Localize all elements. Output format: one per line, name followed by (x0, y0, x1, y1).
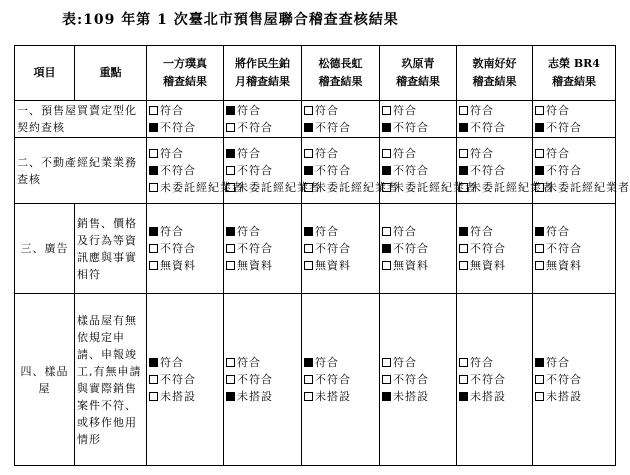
checked-box-icon (535, 358, 544, 367)
result-option (382, 145, 454, 162)
unchecked-box-icon (535, 149, 544, 158)
option-label: 不符合 (470, 242, 506, 255)
option-label: 符合 (237, 147, 261, 160)
header-team-subtitle: 稽查結果 (163, 75, 207, 88)
unchecked-box-icon (226, 244, 235, 253)
unchecked-box-icon (304, 392, 313, 401)
unchecked-box-icon (535, 392, 544, 401)
result-cell (533, 138, 630, 204)
result-option (459, 388, 530, 405)
checked-box-icon (304, 358, 313, 367)
option-label: 不符合 (546, 121, 582, 134)
unchecked-box-icon (535, 106, 544, 115)
result-option (149, 179, 244, 196)
unchecked-box-icon (149, 244, 158, 253)
option-label: 符合 (393, 225, 417, 238)
checked-box-icon (459, 392, 468, 401)
result-option (459, 371, 530, 388)
option-label: 符合 (160, 147, 184, 160)
result-option (459, 102, 530, 119)
result-option (382, 162, 454, 179)
option-label: 符合 (546, 104, 570, 117)
option-label: 不符合 (546, 242, 582, 255)
result-option (382, 102, 454, 119)
result-option (459, 162, 530, 179)
unchecked-box-icon (382, 227, 391, 236)
result-option (304, 179, 399, 196)
result-option (459, 145, 530, 162)
unchecked-box-icon (226, 183, 235, 192)
result-option (226, 371, 299, 388)
unchecked-box-icon (149, 149, 158, 158)
result-option (535, 179, 630, 196)
checked-box-icon (226, 392, 235, 401)
option-label: 不符合 (315, 242, 351, 255)
option-label: 未委託經紀業者 (546, 181, 630, 194)
unchecked-box-icon (459, 149, 468, 158)
unchecked-box-icon (226, 166, 235, 175)
result-cell (380, 101, 457, 138)
option-label: 不符合 (160, 121, 196, 134)
option-label: 無資料 (237, 259, 273, 272)
option-label: 不符合 (470, 373, 506, 386)
unchecked-box-icon (149, 392, 158, 401)
unchecked-box-icon (382, 358, 391, 367)
result-option (304, 145, 377, 162)
header-focus: 重點 (75, 46, 147, 101)
result-option (304, 162, 377, 179)
table-row (15, 204, 616, 294)
result-cell (224, 204, 302, 294)
option-label: 未委託經紀業者 (393, 181, 477, 194)
result-cell (457, 204, 533, 294)
checked-box-icon (459, 166, 468, 175)
result-option (459, 354, 530, 371)
header-team-subtitle: 稽查結果 (396, 75, 440, 88)
option-label: 不符合 (546, 373, 582, 386)
result-cell (302, 138, 399, 204)
result-option (149, 354, 221, 371)
result-option (149, 371, 221, 388)
result-option (535, 240, 613, 257)
option-label: 不符合 (237, 373, 273, 386)
checked-box-icon (535, 166, 544, 175)
result-option (535, 257, 613, 274)
result-option (304, 257, 377, 274)
unchecked-box-icon (304, 375, 313, 384)
header-team-name: 敦南好好 (472, 57, 517, 70)
result-option (535, 371, 613, 388)
result-cell (302, 204, 380, 294)
header-team-name: 將作民生鉑 (235, 57, 290, 70)
checked-box-icon (459, 227, 468, 236)
result-cell (457, 294, 533, 466)
option-label: 未搭設 (470, 390, 506, 403)
checked-box-icon (304, 227, 313, 236)
checked-box-icon (535, 227, 544, 236)
option-label: 未搭設 (237, 390, 273, 403)
result-option (149, 240, 221, 257)
header-item: 項目 (15, 46, 75, 101)
result-option (382, 179, 477, 196)
option-label: 符合 (160, 225, 184, 238)
result-cell (224, 101, 302, 138)
unchecked-box-icon (226, 375, 235, 384)
result-option (304, 371, 377, 388)
result-option (226, 145, 299, 162)
result-option (459, 223, 530, 240)
option-label: 不符合 (160, 164, 196, 177)
option-label: 符合 (546, 356, 570, 369)
result-option (459, 257, 530, 274)
unchecked-box-icon (382, 261, 391, 270)
unchecked-box-icon (535, 375, 544, 384)
result-cell (380, 294, 457, 466)
header-row (15, 46, 616, 101)
option-label: 不符合 (470, 121, 506, 134)
result-option (226, 119, 299, 136)
option-label: 不符合 (546, 164, 582, 177)
checked-box-icon (149, 227, 158, 236)
result-option (382, 354, 454, 371)
checked-box-icon (382, 123, 391, 132)
unchecked-box-icon (304, 149, 313, 158)
result-option (535, 388, 613, 405)
option-label: 未搭設 (315, 390, 351, 403)
row-focus: 銷售、價格及行為等資訊應與事實相符 (75, 204, 147, 294)
result-cell (533, 101, 616, 138)
result-cell (147, 138, 244, 204)
result-option (149, 119, 221, 136)
unchecked-box-icon (304, 183, 313, 192)
result-option (226, 223, 299, 240)
unchecked-box-icon (382, 106, 391, 115)
unchecked-box-icon (149, 106, 158, 115)
table-row (15, 101, 616, 138)
unchecked-box-icon (459, 261, 468, 270)
unchecked-box-icon (382, 183, 391, 192)
option-label: 符合 (315, 356, 339, 369)
option-label: 不符合 (160, 373, 196, 386)
table-body (15, 101, 630, 466)
option-label: 不符合 (393, 164, 429, 177)
checked-box-icon (226, 106, 235, 115)
option-label: 不符合 (160, 242, 196, 255)
result-option (226, 354, 299, 371)
row-focus: 樣品屋有無依規定申請、申報竣工,有無申請與實際銷售案件不符、或移作他用情形 (75, 294, 147, 466)
result-cell (457, 138, 554, 204)
header-team-1 (224, 46, 302, 101)
unchecked-box-icon (226, 358, 235, 367)
result-cell (380, 204, 457, 294)
unchecked-box-icon (459, 244, 468, 253)
unchecked-box-icon (535, 261, 544, 270)
unchecked-box-icon (459, 183, 468, 192)
result-option (304, 102, 377, 119)
option-label: 符合 (315, 104, 339, 117)
header-team-3 (380, 46, 457, 101)
header-team-0 (147, 46, 224, 101)
option-label: 未搭設 (393, 390, 429, 403)
option-label: 未委託經紀業者 (470, 181, 554, 194)
result-option (304, 240, 377, 257)
header-team-name: 松德長虹 (318, 57, 363, 70)
result-cell (147, 204, 224, 294)
result-option (535, 119, 613, 136)
result-cell (224, 138, 321, 204)
result-option (149, 145, 221, 162)
option-label: 無資料 (546, 259, 582, 272)
result-option (535, 223, 613, 240)
row-category: 四、樣品屋 (15, 294, 75, 466)
unchecked-box-icon (149, 375, 158, 384)
unchecked-box-icon (304, 261, 313, 270)
unchecked-box-icon (459, 106, 468, 115)
checked-box-icon (459, 123, 468, 132)
unchecked-box-icon (535, 244, 544, 253)
option-label: 符合 (546, 147, 570, 160)
option-label: 符合 (470, 225, 494, 238)
header-team-name: 玖原青 (401, 57, 435, 70)
unchecked-box-icon (535, 183, 544, 192)
result-option (459, 119, 530, 136)
unchecked-box-icon (149, 183, 158, 192)
result-cell (533, 294, 616, 466)
option-label: 未搭設 (160, 390, 196, 403)
result-cell (533, 204, 616, 294)
checked-box-icon (304, 166, 313, 175)
checked-box-icon (304, 123, 313, 132)
result-option (382, 257, 454, 274)
option-label: 不符合 (393, 121, 429, 134)
option-label: 符合 (393, 104, 417, 117)
result-option (149, 162, 221, 179)
option-label: 不符合 (393, 242, 429, 255)
option-label: 符合 (237, 225, 261, 238)
result-option (149, 388, 221, 405)
option-label: 無資料 (470, 259, 506, 272)
checked-box-icon (149, 166, 158, 175)
unchecked-box-icon (226, 123, 235, 132)
result-option (535, 162, 613, 179)
result-option (226, 240, 299, 257)
checked-box-icon (226, 149, 235, 158)
checked-box-icon (149, 358, 158, 367)
option-label: 符合 (315, 225, 339, 238)
result-option (226, 388, 299, 405)
result-option (304, 223, 377, 240)
result-cell (302, 294, 380, 466)
option-label: 未搭設 (546, 390, 582, 403)
unchecked-box-icon (304, 106, 313, 115)
option-label: 符合 (470, 356, 494, 369)
row-category: 一、預售屋買賣定型化契約查核 (15, 101, 147, 138)
unchecked-box-icon (149, 261, 158, 270)
result-cell (147, 294, 224, 466)
option-label: 符合 (470, 104, 494, 117)
page-title: 表:109 年第 1 次臺北市預售屋聯合稽查查核結果 (62, 12, 399, 28)
option-label: 無資料 (315, 259, 351, 272)
option-label: 未委託經紀業者 (160, 181, 244, 194)
option-label: 符合 (237, 104, 261, 117)
option-label: 符合 (160, 356, 184, 369)
checked-box-icon (382, 392, 391, 401)
result-cell (224, 294, 302, 466)
unchecked-box-icon (226, 261, 235, 270)
result-option (304, 388, 377, 405)
checked-box-icon (535, 123, 544, 132)
option-label: 不符合 (315, 121, 351, 134)
result-option (459, 240, 530, 257)
result-option (226, 162, 299, 179)
result-option (226, 257, 299, 274)
header-team-subtitle: 稽查結果 (318, 75, 363, 88)
result-option (382, 119, 454, 136)
unchecked-box-icon (304, 244, 313, 253)
result-cell (457, 101, 533, 138)
result-option (149, 223, 221, 240)
option-label: 符合 (315, 147, 339, 160)
option-label: 符合 (237, 356, 261, 369)
option-label: 符合 (393, 147, 417, 160)
option-label: 未委託經紀業者 (315, 181, 399, 194)
header-team-2 (302, 46, 380, 101)
header-team-subtitle: 稽查結果 (472, 75, 517, 88)
option-label: 符合 (546, 225, 570, 238)
result-option (382, 240, 454, 257)
option-label: 符合 (393, 356, 417, 369)
header-team-4 (457, 46, 533, 101)
option-label: 不符合 (237, 164, 273, 177)
unchecked-box-icon (382, 375, 391, 384)
result-option (382, 388, 454, 405)
option-label: 不符合 (315, 164, 351, 177)
result-option (226, 179, 321, 196)
unchecked-box-icon (382, 149, 391, 158)
result-cell (380, 138, 477, 204)
result-option (535, 354, 613, 371)
option-label: 符合 (470, 147, 494, 160)
option-label: 不符合 (470, 164, 506, 177)
result-cell (147, 101, 224, 138)
header-team-5 (533, 46, 616, 101)
result-option (149, 257, 221, 274)
table-row (15, 294, 616, 466)
checked-box-icon (382, 244, 391, 253)
option-label: 不符合 (315, 373, 351, 386)
checked-box-icon (226, 227, 235, 236)
unchecked-box-icon (459, 375, 468, 384)
result-cell (302, 101, 380, 138)
result-option (149, 102, 221, 119)
result-option (535, 102, 613, 119)
result-option (382, 223, 454, 240)
header-team-subtitle: 月稽查結果 (235, 75, 290, 88)
unchecked-box-icon (459, 358, 468, 367)
result-option (304, 119, 377, 136)
table-row (15, 138, 616, 204)
row-category: 三、廣告 (15, 204, 75, 294)
option-label: 不符合 (393, 373, 429, 386)
header-team-name: 志榮 BR4 (548, 57, 600, 70)
option-label: 未委託經紀業者 (237, 181, 321, 194)
row-category: 二、不動產經紀業業務查核 (15, 138, 147, 204)
option-label: 不符合 (237, 242, 273, 255)
option-label: 不符合 (237, 121, 273, 134)
inspection-results-table (14, 45, 630, 466)
option-label: 無資料 (160, 259, 196, 272)
result-option (382, 371, 454, 388)
checked-box-icon (382, 166, 391, 175)
result-option (535, 145, 613, 162)
header-team-subtitle: 稽查結果 (552, 75, 596, 88)
result-option (304, 354, 377, 371)
result-option (226, 102, 299, 119)
option-label: 符合 (160, 104, 184, 117)
option-label: 無資料 (393, 259, 429, 272)
checked-box-icon (149, 123, 158, 132)
header-team-name: 一方璞真 (163, 57, 207, 70)
result-option (459, 179, 554, 196)
